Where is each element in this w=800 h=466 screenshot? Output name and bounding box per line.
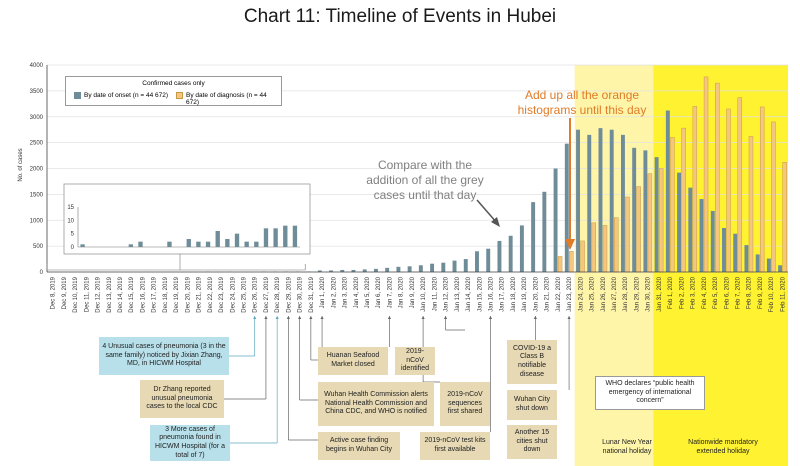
x-tick-label: Jan 9, 2020 (409, 277, 416, 309)
bar-onset (497, 241, 501, 272)
event-connector-arrowhead (276, 316, 279, 319)
x-tick-label: Feb 10, 2020 (769, 277, 776, 313)
orange-annotation-line-2: histograms until this day (517, 103, 647, 117)
bar-diagnosis (670, 137, 674, 272)
event-connector-arrowhead (444, 316, 447, 319)
bar-onset (408, 266, 412, 272)
x-tick-label: Jan 11, 2020 (432, 277, 439, 312)
event-connector-arrowhead (264, 316, 267, 319)
x-tick-label: Dec 21, 2019 (196, 277, 203, 313)
event-box-active-case-finding: Active case finding begins in Wuhan City (318, 432, 400, 460)
bar-onset (576, 130, 580, 272)
event-connector-arrowhead (298, 316, 301, 319)
x-tick-label: Feb 1, 2020 (668, 277, 675, 310)
event-box-test-kits: 2019-nCoV test kits first available (420, 432, 490, 460)
event-connector-arrowhead (489, 316, 492, 319)
legend-label-diagnosis: By date of diagnosis (n = 44 672) (186, 92, 267, 106)
x-tick-label: Dec 31, 2019 (308, 277, 315, 313)
legend-title: Confirmed cases only (142, 80, 205, 87)
bar-onset (767, 259, 771, 272)
inset-bar-onset (138, 242, 142, 247)
bar-diagnosis (693, 106, 697, 272)
bar-diagnosis (569, 251, 573, 272)
x-tick-label: Jan 2, 2020 (331, 277, 338, 309)
x-tick-label: Feb 8, 2020 (746, 277, 753, 310)
inset-y-tick-label: 10 (67, 218, 74, 225)
x-tick-label: Jan 25, 2020 (589, 277, 596, 312)
x-tick-label: Feb 6, 2020 (724, 277, 731, 310)
orange-annotation-line-1: Add up all the orange (524, 88, 640, 102)
bar-onset (621, 135, 625, 272)
y-tick-label: 2500 (29, 140, 43, 147)
bar-diagnosis (771, 122, 775, 272)
x-tick-label: Dec 28, 2019 (275, 277, 282, 313)
bar-diagnosis (637, 187, 641, 272)
bar-diagnosis (614, 218, 618, 272)
x-tick-label: Feb 9, 2020 (757, 277, 764, 310)
grey-annotation-line-2: addition of all the grey (366, 173, 484, 187)
bar-onset (599, 128, 603, 272)
x-tick-label: Jan 28, 2020 (623, 277, 630, 312)
inset-bar-onset (129, 244, 133, 247)
x-tick-label: Dec 9, 2019 (61, 277, 68, 310)
y-tick-label: 3000 (29, 114, 43, 121)
x-tick-label: Feb 4, 2020 (701, 277, 708, 310)
x-tick-label: Dec 16, 2019 (140, 277, 147, 313)
bar-diagnosis (581, 241, 585, 272)
bar-onset (396, 267, 400, 272)
bar-onset (756, 254, 760, 272)
x-tick-label: Jan 3, 2020 (342, 277, 349, 309)
x-tick-label: Jan 1, 2020 (320, 277, 327, 309)
bar-diagnosis (783, 162, 787, 272)
bar-diagnosis (738, 98, 742, 272)
event-box-ncov-identified: 2019-nCoV identified (395, 347, 435, 375)
x-tick-label: Dec 10, 2019 (73, 277, 80, 313)
x-tick-label: Jan 21, 2020 (544, 277, 551, 312)
event-box-4-unusual-cases: 4 Unusual cases of pneumonia (3 in the same family) noticed by Jixian Zhang, MD, in HICWM Hospital (99, 337, 229, 375)
bar-diagnosis (715, 83, 719, 272)
event-connector-arrowhead (320, 316, 323, 319)
bar-onset (655, 157, 659, 272)
inset-y-tick-label: 5 (70, 231, 74, 238)
event-box-sequences-shared: 2019-nCoV sequences first shared (440, 382, 490, 426)
x-tick-label: Feb 3, 2020 (690, 277, 697, 310)
x-tick-label: Dec 8, 2019 (50, 277, 57, 310)
bar-diagnosis (603, 225, 607, 272)
x-tick-label: Dec 13, 2019 (106, 277, 113, 313)
bar-onset (722, 228, 726, 272)
x-tick-label: Dec 30, 2019 (297, 277, 304, 313)
inset-bar-onset (293, 226, 297, 247)
y-axis-label: No. of cases (18, 148, 24, 182)
x-tick-label: Dec 23, 2019 (219, 277, 226, 313)
bar-onset (744, 245, 748, 272)
event-box-wuhan-shut-down: Wuhan City shut down (507, 390, 557, 420)
grey-annotation-line-1: Compare with the (377, 158, 473, 172)
y-tick-label: 2000 (29, 166, 43, 173)
bar-onset (632, 148, 636, 272)
bar-onset (520, 225, 524, 272)
legend-label-onset: By date of onset (n = 44 672) (84, 92, 169, 99)
inset-bar-onset (187, 239, 191, 247)
x-tick-label: Feb 5, 2020 (713, 277, 720, 310)
event-connector-arrowhead (253, 316, 256, 319)
inset-bar-onset (167, 242, 171, 247)
bar-onset (587, 135, 591, 272)
x-tick-label: Jan 18, 2020 (510, 277, 517, 312)
x-tick-label: Dec 15, 2019 (129, 277, 136, 313)
bar-onset (509, 236, 513, 272)
bar-onset (711, 211, 715, 272)
inset-bar-onset (235, 234, 239, 247)
event-connector-arrowhead (534, 316, 537, 319)
event-box-market-closed: Huanan Seafood Market closed (318, 347, 388, 375)
x-tick-label: Jan 31, 2020 (656, 277, 663, 312)
x-tick-label: Jan 4, 2020 (353, 277, 360, 309)
x-tick-label: Jan 16, 2020 (488, 277, 495, 312)
bar-onset (475, 251, 479, 272)
bar-diagnosis (648, 174, 652, 272)
bar-diagnosis (659, 169, 663, 273)
y-tick-label: 500 (32, 244, 43, 251)
chart-legend (65, 76, 282, 106)
bar-diagnosis (626, 197, 630, 272)
inset-bar-onset (216, 231, 220, 247)
x-tick-label: Dec 12, 2019 (95, 277, 102, 313)
inset-bar-onset (264, 228, 268, 247)
x-tick-label: Feb 2, 2020 (679, 277, 686, 310)
event-connector-arrowhead (309, 316, 312, 319)
bar-onset (666, 111, 670, 272)
x-tick-label: Dec 18, 2019 (162, 277, 169, 313)
x-tick-label: Jan 5, 2020 (364, 277, 371, 309)
x-tick-label: Dec 11, 2019 (84, 277, 91, 313)
bar-diagnosis (727, 109, 731, 272)
grey-annotation-line-3: cases until that day (373, 188, 477, 202)
event-connector-arrowhead (567, 316, 570, 319)
bar-onset (419, 265, 423, 272)
x-tick-label: Jan 27, 2020 (611, 277, 618, 312)
x-tick-label: Dec 20, 2019 (185, 277, 192, 313)
x-tick-label: Dec 26, 2019 (252, 277, 259, 313)
event-box-15-cities: Another 15 cities shut down (507, 425, 557, 459)
x-tick-label: Jan 10, 2020 (421, 277, 428, 312)
x-tick-label: Jan 22, 2020 (555, 277, 562, 312)
inset-bar-onset (273, 228, 277, 247)
x-tick-label: Jan 8, 2020 (398, 277, 405, 309)
inset-bar-onset (283, 226, 287, 247)
event-box-who-declares: WHO declares “public health emergency of international concern” (595, 376, 705, 410)
bar-onset (565, 144, 569, 272)
bar-onset (643, 150, 647, 272)
x-tick-label: Jan 24, 2020 (578, 277, 585, 312)
x-tick-label: Jan 23, 2020 (567, 277, 574, 312)
x-tick-label: Jan 29, 2020 (634, 277, 641, 312)
bar-onset (610, 130, 614, 272)
x-tick-label: Dec 29, 2019 (286, 277, 293, 313)
x-tick-label: Jan 20, 2020 (533, 277, 540, 312)
bar-onset (430, 264, 434, 272)
x-tick-label: Dec 19, 2019 (174, 277, 181, 313)
y-tick-label: 1500 (29, 192, 43, 199)
bar-diagnosis (558, 256, 562, 272)
x-tick-label: Jan 14, 2020 (466, 277, 473, 312)
bar-diagnosis (704, 77, 708, 272)
event-connector-arrowhead (287, 316, 290, 319)
inset-bar-onset (245, 242, 249, 247)
inset-bracket (47, 264, 305, 270)
event-box-3-more-cases: 3 More cases of pneumonia found in HICWM Hospital (for a total of 7) (150, 425, 230, 461)
x-tick-label: Dec 17, 2019 (151, 277, 158, 313)
event-box-reported-to-cdc: Dr Zhang reported unusual pneumonia cases to the local CDC (140, 380, 224, 418)
inset-y-tick-label: 15 (67, 205, 74, 211)
bar-diagnosis (682, 128, 686, 272)
bar-onset (531, 202, 535, 272)
period-label-holiday: Nationwide mandatory extended holiday (688, 439, 758, 455)
y-tick-label: 1000 (29, 218, 43, 225)
bar-onset (453, 261, 457, 272)
inset-bar-onset (196, 242, 200, 247)
x-tick-label: Jan 19, 2020 (522, 277, 529, 312)
page-title: Chart 11: Timeline of Events in Hubei (243, 6, 557, 27)
x-tick-label: Feb 7, 2020 (735, 277, 742, 310)
x-tick-label: Jan 30, 2020 (645, 277, 652, 312)
bar-onset (688, 188, 692, 272)
period-label-lny: Lunar New Year national holiday (602, 439, 652, 455)
bar-onset (700, 199, 704, 272)
event-connector-arrowhead (388, 316, 391, 319)
x-tick-label: Jan 6, 2020 (376, 277, 383, 309)
bar-onset (542, 192, 546, 272)
event-box-class-b: COVID-19 a Class B notifiable disease (507, 340, 557, 384)
x-tick-label: Jan 7, 2020 (387, 277, 394, 309)
x-tick-label: Dec 22, 2019 (207, 277, 214, 313)
bar-onset (374, 269, 378, 272)
x-tick-label: Dec 24, 2019 (230, 277, 237, 313)
inset-bar-onset (254, 242, 258, 247)
event-box-health-commission: Wuhan Health Commission alerts National Health Commission and China CDC, and WHO is notified (318, 382, 434, 426)
bar-onset (733, 234, 737, 272)
x-tick-label: Jan 13, 2020 (454, 277, 461, 312)
x-tick-label: Feb 11, 2020 (780, 277, 787, 312)
bar-diagnosis (760, 107, 764, 272)
bar-onset (464, 259, 468, 272)
y-tick-label: 0 (39, 270, 43, 276)
x-tick-label: Jan 26, 2020 (600, 277, 607, 312)
y-tick-label: 4000 (29, 63, 43, 69)
bar-onset (486, 249, 490, 272)
x-tick-label: Jan 12, 2020 (443, 277, 450, 312)
bar-onset (778, 265, 782, 272)
bar-onset (441, 263, 445, 272)
x-tick-label: Dec 14, 2019 (117, 277, 124, 313)
bar-onset (677, 173, 681, 272)
legend-swatch-onset (74, 92, 81, 99)
inset-bar-onset (225, 239, 229, 247)
event-connector-arrowhead (422, 316, 425, 319)
inset-bar-onset (206, 242, 210, 247)
x-tick-label: Dec 27, 2019 (263, 277, 270, 313)
bar-onset (385, 268, 389, 272)
x-tick-label: Jan 17, 2020 (499, 277, 506, 312)
legend-swatch-diagnosis (176, 92, 183, 99)
bar-diagnosis (749, 136, 753, 272)
bar-diagnosis (592, 223, 596, 272)
x-tick-label: Jan 15, 2020 (477, 277, 484, 312)
inset-bar-onset (80, 244, 84, 247)
x-tick-label: Dec 25, 2019 (241, 277, 248, 313)
y-tick-label: 3500 (29, 88, 43, 95)
bar-onset (554, 169, 558, 273)
inset-y-tick-label: 0 (70, 245, 74, 251)
